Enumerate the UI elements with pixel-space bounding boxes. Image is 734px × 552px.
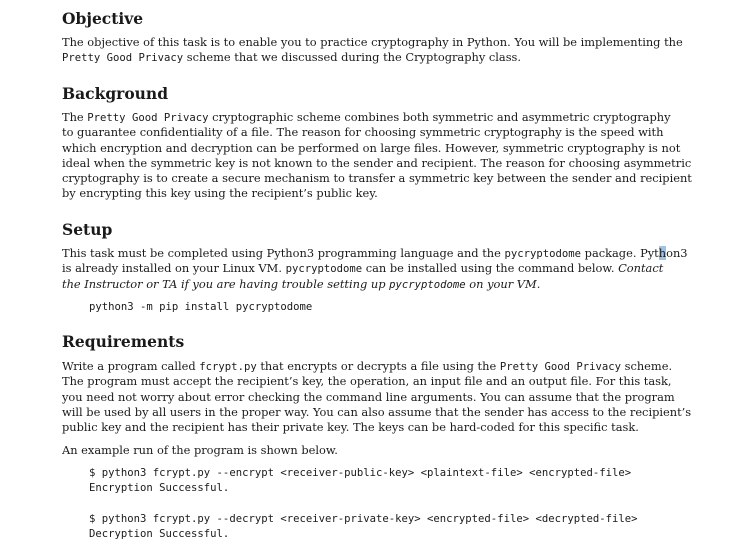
example-intro-text: An example run of the program is shown below. [62, 443, 338, 457]
setup-line-2-c: can be installed using the command below. [362, 261, 619, 276]
program-name: fcrypt.py [199, 361, 257, 373]
objective-line-2-text: scheme that we discussed during the Cryptography class. [183, 50, 522, 65]
package-name: pycryptodome [285, 263, 363, 276]
decrypt-command: $ python3 fcrypt.py --decrypt <receiver-private-key> <encrypted-file> <decrypted-file> [89, 513, 638, 525]
setup-line-2-a: is already installed on your Linux VM. [62, 261, 286, 276]
setup-paragraph [62, 246, 688, 292]
requirements-line-4: will be used by all users in the proper way. You can also assume that the sender has access to the recipient’s [62, 404, 692, 419]
background-line-1-a: The [62, 110, 88, 124]
requirements-line-5: public key and the recipient has their private key. The keys can be hard-coded for this specific task. [62, 420, 639, 435]
requirements-line-1-c: that encrypts or decrypts a file using the [256, 359, 500, 373]
setup-heading: Setup [62, 220, 113, 239]
objective-line-2 [62, 50, 660, 65]
requirements-heading: Requirements [62, 332, 185, 351]
decrypt-example [89, 512, 638, 543]
objective-paragraph [62, 35, 683, 66]
setup-line-3 [62, 277, 660, 292]
background-line-6: by encrypting this key using the recipient’s public key. [62, 186, 378, 201]
requirements-line-2: The program must accept the recipient’s key, the operation, an input file and an output file. For this task, [62, 374, 672, 389]
install-command: python3 -m pip install pycryptodome [89, 301, 313, 313]
setup-line-2 [62, 261, 664, 276]
background-line-2: to guarantee confidentiality of a file. The reason for choosing symmetric cryptography is the speed with [62, 125, 664, 140]
objective-line-1: The objective of this task is to enable you to practice cryptography in Python. You will be implementing the [62, 35, 683, 49]
package-name: pycryptodome [504, 248, 582, 260]
background-line-1-c: cryptographic scheme combines both symmetric and asymmetric cryptography [208, 110, 671, 124]
encrypt-output: Encryption Successful. [89, 482, 230, 495]
requirements-line-1-a: Write a program called [62, 359, 200, 373]
background-line-1 [62, 110, 671, 125]
background-line-4: ideal when the symmetric key is not known to the sender and recipient. The reason for choosing asymmetric [62, 155, 692, 170]
setup-line-3-a: the Instructor or TA if you are having trouble setting up [62, 276, 390, 291]
pgp-term: Pretty Good Privacy [62, 52, 184, 65]
background-paragraph [62, 110, 692, 202]
setup-line-1-c: package. Pyt [581, 246, 659, 260]
pgp-term: Pretty Good Privacy [499, 361, 621, 373]
background-heading: Background [62, 84, 169, 103]
encrypt-command: $ python3 fcrypt.py --encrypt <receiver-public-key> <plaintext-file> <encrypted-file> [89, 467, 632, 479]
setup-line-1 [62, 246, 688, 261]
encrypt-example [89, 466, 631, 497]
setup-line-3-c: on your VM. [465, 276, 541, 291]
setup-line-1-a: This task must be completed using Python3 programming language and the [62, 246, 505, 260]
requirements-paragraph [62, 359, 692, 435]
text-selection-highlight: h [658, 246, 667, 260]
background-line-5: cryptography is to create a secure mechanism to transfer a symmetric key between the sender and recipient [62, 171, 692, 186]
pgp-term: Pretty Good Privacy [87, 112, 209, 124]
example-intro [62, 443, 660, 458]
setup-line-2-d: Contact [618, 261, 664, 276]
package-name: pycryptodome [389, 278, 466, 291]
objective-heading: Objective [62, 9, 144, 28]
background-line-3: which encryption and decryption can be performed on large files. However, symmetric cryptography is not [62, 140, 681, 155]
requirements-line-3: you need not worry about error checking the command line arguments. You can assume that the program [62, 389, 675, 404]
requirements-line-1-e: scheme. [621, 359, 673, 373]
decrypt-output: Decryption Successful. [89, 528, 230, 541]
setup-line-1-e: on3 [666, 246, 688, 260]
requirements-line-1 [62, 359, 673, 374]
